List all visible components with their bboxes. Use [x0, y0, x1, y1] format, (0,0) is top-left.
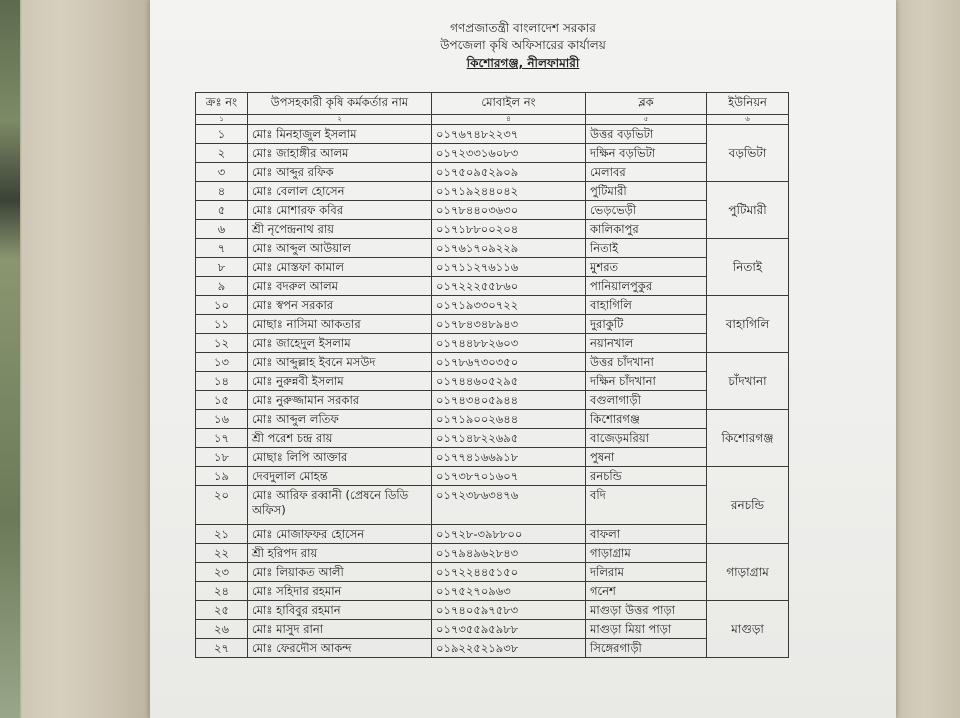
cell-serial: ১০: [196, 296, 248, 315]
table-row: [196, 601, 789, 620]
cell-mobile: ০১৭৮৬৭৩০৩৫০: [432, 353, 586, 372]
table-row: [196, 486, 789, 525]
header-location: কিশোরগঞ্জ, নীলফামারী: [466, 56, 580, 70]
table-body: [196, 125, 789, 658]
cell-officer-name: মোঃ মোস্তফা কামাল: [248, 258, 432, 277]
cell-mobile: ০১৭৬৭৪৮২২৩৭: [432, 125, 586, 144]
cell-serial: ১৩: [196, 353, 248, 372]
table-row: [196, 144, 789, 163]
cell-mobile: ০১৭৪৪৮৮২৬০৩: [432, 334, 586, 353]
cell-officer-name: মোঃ ফেরদৌস আকন্দ: [248, 639, 432, 658]
col-number: ২: [248, 115, 432, 125]
cell-mobile: ০১৭৫০৯৫২৯০৯: [432, 163, 586, 182]
cell-officer-name: দেবদুলাল মোহন্ত: [248, 467, 432, 486]
cell-officer-name: মোঃ স্বপন সরকার: [248, 296, 432, 315]
cell-block: গনেশ: [586, 582, 707, 601]
table-row: [196, 525, 789, 544]
table-row: [196, 334, 789, 353]
cell-mobile: ০১৭২২৪৪৫১৫০: [432, 563, 586, 582]
cell-block: বাজেড়মরিয়া: [586, 429, 707, 448]
cell-officer-name: মোঃ বেলাল হোসেন: [248, 182, 432, 201]
cell-mobile: ০১৭৩৮৭০১৬০৭: [432, 467, 586, 486]
table-row: [196, 353, 789, 372]
cell-mobile: ০১৭১৯৩৩০৭২২: [432, 296, 586, 315]
cell-serial: ১৬: [196, 410, 248, 429]
cell-officer-name: শ্রী হরিপদ রায়: [248, 544, 432, 563]
cell-mobile: ০১৭৬১৭০৯২২৯: [432, 239, 586, 258]
cell-mobile: ০১৭৩৫৫৯৫৯৮৮: [432, 620, 586, 639]
cell-block: দুরাকুটি: [586, 315, 707, 334]
cell-mobile: ০১৭১৯০০২৬৪৪: [432, 410, 586, 429]
cell-officer-name: মোঃ হাবিবুর রহমান: [248, 601, 432, 620]
cell-mobile: ০১৭৪০৫৯৭৫৮৩: [432, 601, 586, 620]
cell-officer-name: মোঃ নুরুন্নবী ইসলাম: [248, 372, 432, 391]
window-strip: [0, 0, 20, 718]
cell-mobile: ০১৭১৯২৪৪০৪২: [432, 182, 586, 201]
cell-block: উত্তর চাঁদখানা: [586, 353, 707, 372]
table-row: [196, 410, 789, 429]
cell-block: কালিকাপুর: [586, 220, 707, 239]
table-row: [196, 429, 789, 448]
cell-block: গাড়াগ্রাম: [586, 544, 707, 563]
cell-block: দক্ষিন চাঁদখানা: [586, 372, 707, 391]
table-row: [196, 315, 789, 334]
header-government: গণপ্রজাতন্ত্রী বাংলাদেশ সরকার: [450, 21, 596, 35]
cell-union: বাহাগিলি: [707, 296, 789, 353]
col-union-header: ইউনিয়ন: [707, 93, 789, 115]
cell-block: বাফলা: [586, 525, 707, 544]
wall-left: [0, 0, 150, 718]
table-row: [196, 220, 789, 239]
table-row: [196, 239, 789, 258]
cell-block: বগুলাগাড়ী: [586, 391, 707, 410]
cell-serial: ২১: [196, 525, 248, 544]
cell-serial: ১৭: [196, 429, 248, 448]
cell-mobile: ০১৭৮৪৪০৩৬৩০: [432, 201, 586, 220]
cell-officer-name: মোঃ মাসুদ রানা: [248, 620, 432, 639]
cell-officer-name: মোঃ জাহাঙ্গীর আলম: [248, 144, 432, 163]
cell-officer-name: শ্রী পরেশ চন্দ্র রায়: [248, 429, 432, 448]
cell-serial: ৬: [196, 220, 248, 239]
cell-union: রনচন্ডি: [707, 467, 789, 544]
cell-block: দলিরাম: [586, 563, 707, 582]
cell-serial: ১: [196, 125, 248, 144]
cell-block: মাগুড়া মিয়া পাড়া: [586, 620, 707, 639]
cell-mobile: ০১৭৪৪৬০৫২৯৫: [432, 372, 586, 391]
cell-officer-name: মোঃ আব্দুল আউয়াল: [248, 239, 432, 258]
cell-serial: ২৩: [196, 563, 248, 582]
table-row: [196, 448, 789, 467]
cell-officer-name: মোছাঃ নাসিমা আকতার: [248, 315, 432, 334]
cell-mobile: ০১৭৯৪৯৬২৮৪৩: [432, 544, 586, 563]
cell-officer-name: শ্রী নৃপেন্দ্রনাথ রায়: [248, 220, 432, 239]
cell-officer-name: মোঃ আব্দুল্লাহ ইবনে মসউদ: [248, 353, 432, 372]
cell-block: রনচন্ডি: [586, 467, 707, 486]
cell-mobile: ০১৭১৮৮০০২০৪: [432, 220, 586, 239]
cell-officer-name: মোঃ লিয়াকত আলী: [248, 563, 432, 582]
cell-union: বড়ভিটা: [707, 125, 789, 182]
cell-union: পুটিমারী: [707, 182, 789, 239]
cell-serial: ২৬: [196, 620, 248, 639]
cell-serial: ২৫: [196, 601, 248, 620]
col-number: ৪: [432, 115, 586, 125]
table-row: [196, 182, 789, 201]
cell-serial: ৪: [196, 182, 248, 201]
cell-officer-name: মোঃ সহিদার রহমান: [248, 582, 432, 601]
col-number: ৬: [707, 115, 789, 125]
wall-right: [894, 0, 960, 718]
cell-mobile: ০১৯২২৫২১৯৩৮: [432, 639, 586, 658]
col-block-header: ব্লক: [586, 93, 707, 115]
notice-paper: [150, 0, 896, 718]
cell-serial: ৫: [196, 201, 248, 220]
cell-officer-name: মোঃ মোশারফ কবির: [248, 201, 432, 220]
cell-serial: ১১: [196, 315, 248, 334]
cell-officer-name: মোছাঃ লিপি আক্তার: [248, 448, 432, 467]
col-name-header: উপসহকারী কৃষি কর্মকর্তার নাম: [248, 93, 432, 115]
cell-mobile: ০১৭৮৪৩৪৮৯৪৩: [432, 315, 586, 334]
col-number: ১: [196, 115, 248, 125]
cell-serial: ৭: [196, 239, 248, 258]
cell-block: সিঙ্গেরগাড়ী: [586, 639, 707, 658]
cell-union: নিতাই: [707, 239, 789, 296]
cell-officer-name: মোঃ মোজাফফর হোসেন: [248, 525, 432, 544]
table-row: [196, 467, 789, 486]
cell-block: পানিয়ালপুকুর: [586, 277, 707, 296]
cell-block: ভেড়ভেড়ী: [586, 201, 707, 220]
cell-officer-name: মোঃ জাহেদুল ইসলাম: [248, 334, 432, 353]
cell-block: নিতাই: [586, 239, 707, 258]
cell-block: মেলাবর: [586, 163, 707, 182]
cell-mobile: ০১৭২৩৮৬৩৪৭৬: [432, 486, 586, 525]
cell-block: উত্তর বড়ভিটা: [586, 125, 707, 144]
cell-serial: ২২: [196, 544, 248, 563]
cell-mobile: ০১৭৫২৭০৯৬৩: [432, 582, 586, 601]
cell-officer-name: মোঃ নুরুজ্জামান সরকার: [248, 391, 432, 410]
cell-mobile: ০১৭২২২৫৫৮৬০: [432, 277, 586, 296]
cell-serial: ৮: [196, 258, 248, 277]
cell-serial: ১৯: [196, 467, 248, 486]
officer-table: [195, 92, 789, 658]
table-row: [196, 372, 789, 391]
table-row: [196, 582, 789, 601]
cell-mobile: ০১৭৪৩৪০৫৯৪৪: [432, 391, 586, 410]
cell-block: দক্ষিন বড়ভিটা: [586, 144, 707, 163]
table-row: [196, 620, 789, 639]
cell-mobile: ০১৭১১২৭৬১১৬: [432, 258, 586, 277]
cell-block: বদি: [586, 486, 707, 525]
cell-mobile: ০১৭২৮-৩৯৮৮০০: [432, 525, 586, 544]
cell-mobile: ০১৭২৩৩১৬০৮৩: [432, 144, 586, 163]
cell-block: মাগুড়া উত্তর পাড়া: [586, 601, 707, 620]
cell-union: মাগুড়া: [707, 601, 789, 658]
col-serial-header: ক্রঃ নং: [196, 93, 248, 115]
cell-serial: ২০: [196, 486, 248, 525]
cell-mobile: ০১৭৭৪১৬৬৯১৮: [432, 448, 586, 467]
cell-block: পুষনা: [586, 448, 707, 467]
cell-officer-name: মোঃ আব্দুর রফিক: [248, 163, 432, 182]
table-row: [196, 544, 789, 563]
cell-serial: ২৪: [196, 582, 248, 601]
cell-officer-name: মোঃ আব্দুল লতিফ: [248, 410, 432, 429]
cell-officer-name: মোঃ মিনহাজুল ইসলাম: [248, 125, 432, 144]
table-row: [196, 201, 789, 220]
cell-mobile: ০১৭১৪৮২২৬৯৫: [432, 429, 586, 448]
cell-block: কিশোরগঞ্জ: [586, 410, 707, 429]
table-row: [196, 258, 789, 277]
table-row: [196, 277, 789, 296]
table-row: [196, 163, 789, 182]
cell-serial: ১৫: [196, 391, 248, 410]
cell-block: মুশরত: [586, 258, 707, 277]
col-number: ৫: [586, 115, 707, 125]
table-row: [196, 296, 789, 315]
table-header-row: [196, 93, 789, 115]
cell-union: কিশোরগঞ্জ: [707, 410, 789, 467]
cell-union: চাঁদখানা: [707, 353, 789, 410]
cell-serial: ১৮: [196, 448, 248, 467]
cell-block: পুটিমারী: [586, 182, 707, 201]
column-number-row: [196, 115, 789, 125]
cell-block: নয়ানখাল: [586, 334, 707, 353]
cell-serial: ৯: [196, 277, 248, 296]
cell-officer-name: মোঃ বদরুল আলম: [248, 277, 432, 296]
cell-serial: ২৭: [196, 639, 248, 658]
table-row: [196, 563, 789, 582]
table-row: [196, 391, 789, 410]
cell-block: বাহাগিলি: [586, 296, 707, 315]
table-row: [196, 639, 789, 658]
cell-serial: ১৪: [196, 372, 248, 391]
table-row: [196, 125, 789, 144]
header-office: উপজেলা কৃষি অফিসারের কার্যালয়: [440, 38, 606, 52]
cell-officer-name: মোঃ আরিফ রব্বানী (প্রেষনে ডিডি অফিস): [248, 486, 432, 525]
cell-serial: ১২: [196, 334, 248, 353]
cell-serial: ৩: [196, 163, 248, 182]
col-mobile-header: মোবাইল নং: [432, 93, 586, 115]
cell-union: গাড়াগ্রাম: [707, 544, 789, 601]
cell-serial: ২: [196, 144, 248, 163]
